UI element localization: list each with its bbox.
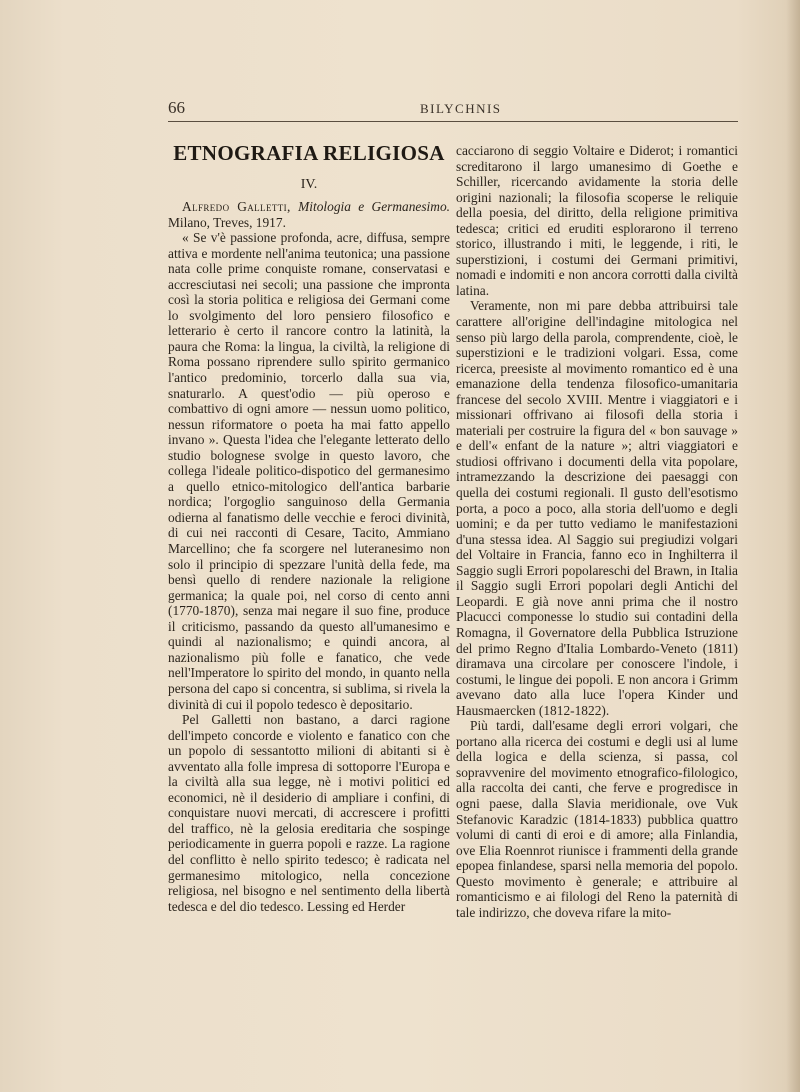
page-header xyxy=(168,98,738,122)
running-head: BILYCHNIS xyxy=(420,101,502,116)
page-edge-shadow xyxy=(786,0,800,1092)
paragraph: Veramente, non mi pare debba attribuirsi tale carattere all'origine dell'indagine mitologica nel senso più largo della parola, comprendente, cioè, le superstizioni e le tradizioni volgari. Essa, come ricerca, preesiste al movimento romantico ed è una emanazione della tendenza filosofico-umanitaria francese del secolo XVIII. Mentre i viaggiatori e i missionari offrivano ai filosofi della storia i materiali per costruire la figura del « bon sauvage » e dell'« enfant de la nature »; altri viaggiatori e studiosi offrivano i documenti della vita popolare, intramezzando la descrizione dei paesaggi con quella dei costumi regionali. Il gusto dell'esotismo porta, a poco a poco, alla storia dell'uomo e degli uomini; e da per tutto vediamo le manifestazioni d'una stessa idea. Al Saggio sui pregiudizi volgari del Voltaire in Francia, fanno eco in Inghilterra il Saggio sugli Errori popolareschi del Brawn, in Italia il Saggio sugli Errori popolari degli Antichi del Leopardi. E già nove anni prima che il nostro Placucci componesse lo studio sui contadini della Romagna, il Governatore della Pubblica Istruzione del primo Regno d'Italia Lombardo-Veneto (1811) diramava una circolare per conoscere l'indole, i costumi, le lingue dei popoli. E non ancora i Grimm avevano dato alla luce l'opera Kinder und Hausmaercken (1812-1822). xyxy=(456,298,738,718)
citation xyxy=(168,199,450,230)
section-number: IV. xyxy=(300,177,318,192)
paragraph: « Se v'è passione profonda, acre, diffusa, sempre attiva e mordente nell'anima teutonica; una passione nata colle prime conquiste romane, conservatasi e accresciutasi nei secoli; una passione che impronta così la storia politica e religiosa dei Germani come lo svolgimento del loro pensiero filosofico e letterario è certo il rancore contro la latinità, la paura che Roma: la lingua, la civiltà, la religione di Roma possano riprendere sullo spirito germanico l'antico predominio, torcerlo dalla sua via, snaturarlo. A quest'odio — più operoso e combattivo di ogni amore — nessun uomo politico, nessun riformatore o poeta ha mai fatto appello invano ». Questa l'idea che l'elegante letterato dello studio bolognese svolge in questo lavoro, che collega l'ideale politico-dispotico del germanesimo a quello etnico-mitologico dell'antica barbarie nordica; l'orgoglio sanguinoso della Germania odierna al fanatismo delle vecchie e feroci divinità, di cui nei racconti di Cesare, Tacito, Ammiano Marcellino; che fa scorgere nel luteranesimo non solo il principio di spezzare l'unità della fede, ma bensì quello di rendere nazionale la religione germanica; la quale poi, nel corso di cento anni (1770-1870), senza mai negare il suo fine, produce il criticismo, passando da questo all'umanesimo e quindi al nazionalismo; e quindi ancora, al nazionalismo più folle e fanatico, che vede nell'Imperatore lo spirito del mondo, in quanto nella persona del capo si concentra, si sublima, si rivela la divinità di cui il popolo tedesco è depositario. xyxy=(168,230,450,712)
citation-author: Alfredo Galletti, xyxy=(182,199,291,214)
right-column xyxy=(456,143,738,920)
left-column xyxy=(168,140,450,914)
paragraph: Pel Galletti non bastano, a darci ragione dell'impeto concorde e violento e fanatico con che un popolo di sessantotto milioni di abitanti si è avventato alla folle impresa di sottoporre l'Europa e la civiltà alla sua legge, nè i motivi politici ed economici, nè il desiderio di ampliare i confini, di conquistare nuovi mercati, di accrescere i profitti del traffico, nè la gelosia ereditaria che sospinge periodicamente in guerra popoli e razze. La ragione del conflitto è nello spirito tedesco; è radicata nel germanesimo mitologico, nella concezione religiosa, nel bisogno e nel sentimento della libertà tedesca e del dio tedesco. Lessing ed Herder xyxy=(168,712,450,914)
article-title: ETNOGRAFIA RELIGIOSA xyxy=(173,141,445,165)
header-rule xyxy=(168,121,738,122)
page-number: 66 xyxy=(168,98,185,117)
citation-work: Mitologia e Germanesimo. xyxy=(298,199,450,214)
paragraph: cacciarono di seggio Voltaire e Diderot; i romantici screditarono il largo umanesimo di Goethe e Schiller, ricercando avidamente la storia delle origini nazionali; la filosofia scoperse le reliquie della poesia, del diritto, della religione primitiva tedesca; critici ed eruditi esplorarono il terreno storico, illustrando i miti, le leggende, i riti, le superstizioni, i costumi dei Germani primitivi, nomadi e indomiti e non ancora corrotti dalla civiltà latina. xyxy=(456,143,738,298)
paragraph: Più tardi, dall'esame degli errori volgari, che portano alla ricerca dei costumi e degli usi al lume della logica e della scienza, si passa, col sopravvenire del movimento etnografico-filologico, alla raccolta dei canti, che ferve e progredisce in ogni paese, dalla Slavia meridionale, ove Vuk Stefanovic Karadzic (1814-1833) pubblica quattro volumi di canti di eroi e di amore; alla Finlandia, ove Elia Roennrot riunisce i frammenti della grande epopea finlandese, sparsi nella memoria del popolo. Questo movimento è generale; e attribuire al romanticismo e ai filologi del Reno la paternità di tale indirizzo, che doveva rifare la mito- xyxy=(456,718,738,920)
citation-publisher: Milano, Treves, 1917. xyxy=(168,214,286,230)
